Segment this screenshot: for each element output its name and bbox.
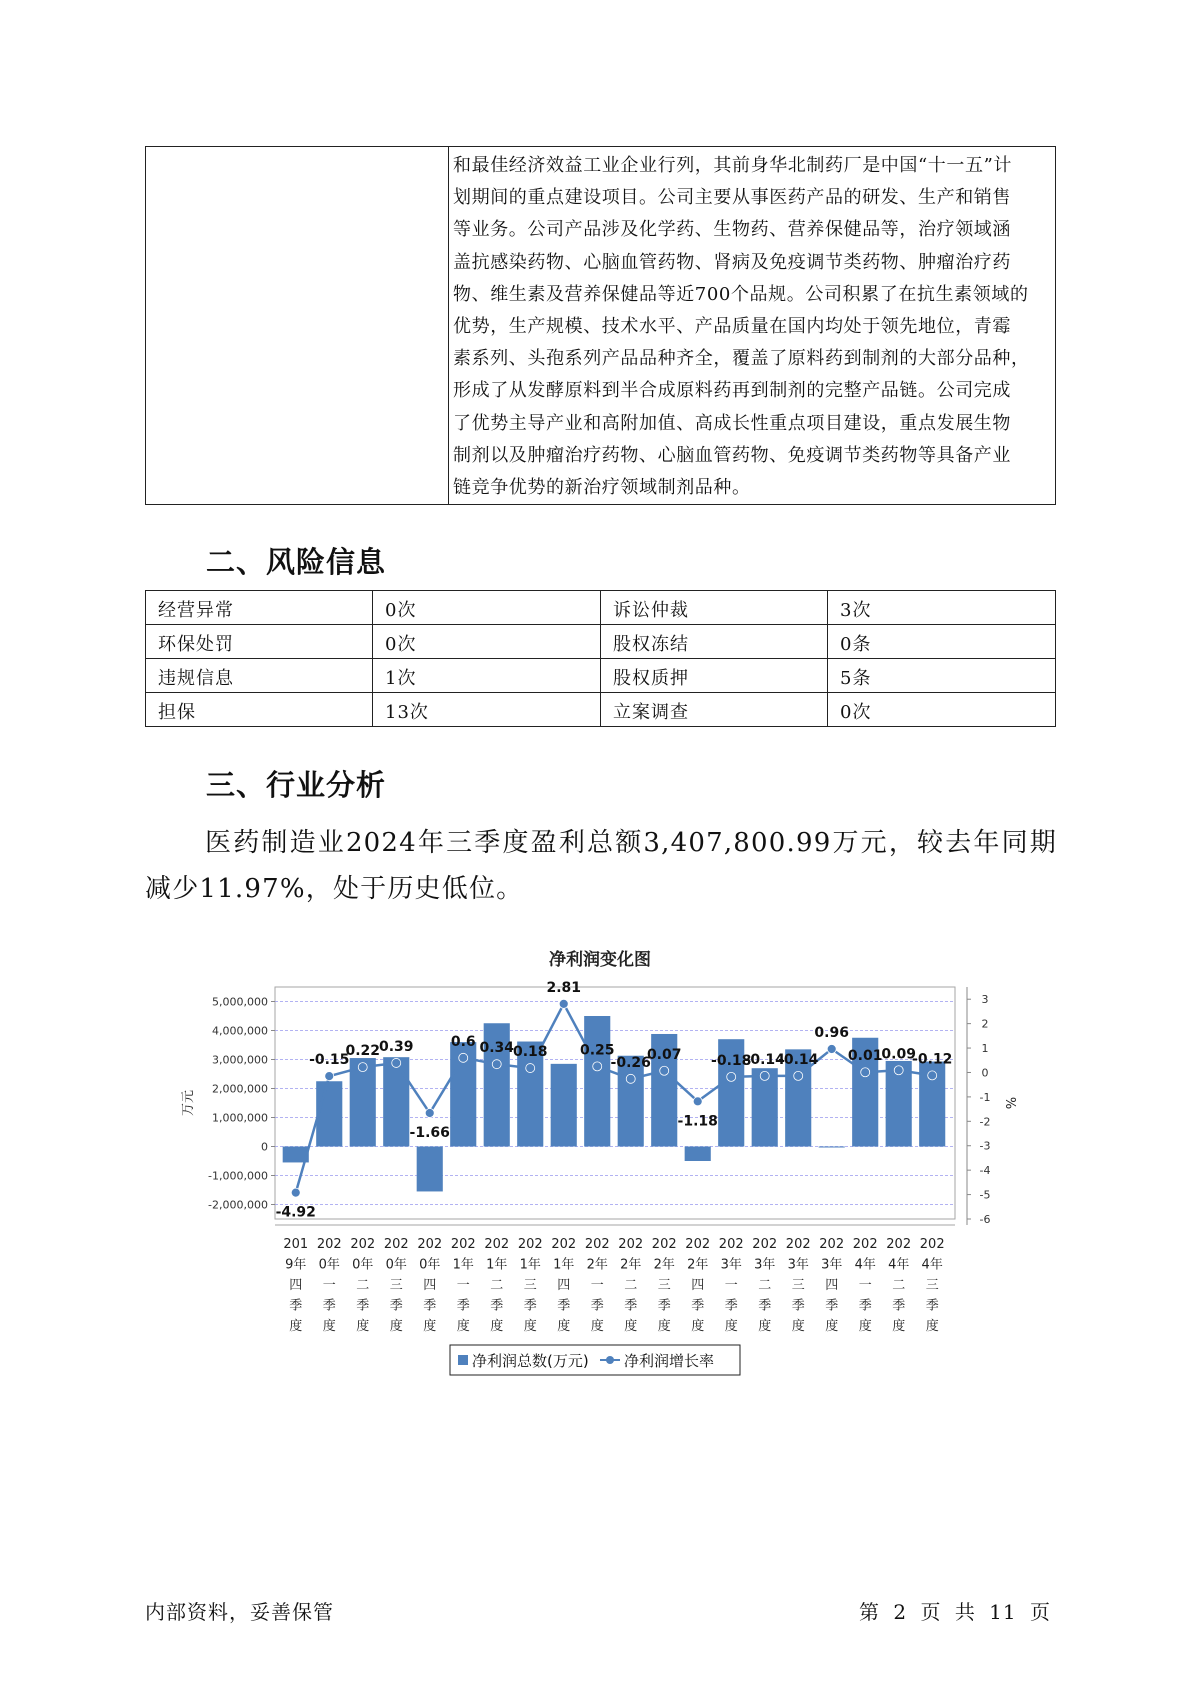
x-tick-label: 1年: [486, 1257, 508, 1273]
risk-row: [146, 625, 1056, 659]
growth-rate-data-label: -0.14: [744, 1051, 785, 1068]
intro-label-cell: [146, 147, 449, 505]
growth-rate-point: [291, 1188, 300, 1197]
y-tick-label: -1,000,000: [208, 1169, 268, 1183]
intro-text: [449, 147, 1055, 504]
y2-tick-label: 3: [981, 993, 989, 1007]
intro-line: 等业务。公司产品涉及化学药、生物药、营养保健品等，治疗领域涵: [453, 219, 1011, 241]
x-tick-label: 度: [557, 1319, 571, 1334]
growth-rate-data-label: 0.6: [450, 1033, 476, 1050]
x-tick-label: 202: [785, 1237, 811, 1252]
risk-label: 股权冻结: [601, 625, 828, 659]
bar: [584, 1016, 610, 1147]
y2-tick-label: -3: [979, 1139, 991, 1153]
x-tick-label: 202: [383, 1237, 409, 1252]
x-tick-label: 度: [724, 1319, 738, 1334]
x-tick-label: 202: [584, 1237, 610, 1252]
industry-paragraph: 医药制造业2024年三季度盈利总额3,407,800.99万元，较去年同期减少11.97%，处于历史低位。: [145, 828, 1057, 904]
y2-tick-label: -2: [979, 1115, 991, 1129]
growth-rate-point: [459, 1053, 468, 1062]
y-tick-label: 4,000,000: [212, 1024, 268, 1038]
x-tick-label: 季: [858, 1298, 872, 1314]
growth-rate-data-label: -4.92: [275, 1204, 316, 1221]
x-tick-label: 1年: [553, 1257, 575, 1273]
industry-section-heading: 三、行业分析: [206, 768, 387, 802]
x-tick-label: 四: [423, 1278, 437, 1293]
growth-rate-point: [492, 1060, 501, 1069]
x-tick-label: 0年: [419, 1257, 441, 1273]
x-tick-label: 季: [925, 1298, 939, 1314]
x-tick-label: 4年: [888, 1257, 910, 1273]
growth-rate-point: [794, 1071, 803, 1080]
x-tick-label: 9年: [285, 1257, 307, 1273]
x-tick-label: 201: [283, 1237, 309, 1252]
x-tick-label: 季: [657, 1298, 671, 1314]
growth-rate-data-label: 0.34: [479, 1040, 515, 1057]
intro-line: 盖抗感染药物、心脑血管药物、肾病及免疫调节类药物、肿瘤治疗药: [453, 251, 1011, 273]
risk-value: 0次: [373, 625, 601, 659]
x-tick-label: 季: [724, 1298, 738, 1314]
x-tick-label: 一: [322, 1278, 336, 1293]
growth-rate-point: [693, 1097, 702, 1106]
intro-line: 划期间的重点建设项目。公司主要从事医药产品的研发、生产和销售: [453, 187, 1011, 209]
growth-rate-data-label: 0.01: [847, 1048, 883, 1065]
x-tick-label: 度: [590, 1319, 604, 1334]
x-tick-label: 度: [892, 1319, 906, 1334]
x-tick-label: 度: [657, 1319, 671, 1334]
legend-bar-swatch: [458, 1355, 468, 1365]
growth-rate-data-label: -0.18: [711, 1052, 752, 1069]
x-tick-label: 三: [925, 1278, 939, 1293]
x-tick-label: 度: [289, 1319, 303, 1334]
growth-rate-data-label: -0.12: [912, 1051, 953, 1068]
x-tick-label: 二: [892, 1278, 906, 1293]
x-tick-label: 二: [624, 1278, 638, 1293]
x-tick-label: 季: [356, 1298, 370, 1314]
x-tick-label: 1年: [452, 1257, 474, 1273]
growth-rate-data-label: 0.96: [814, 1025, 849, 1042]
y-tick-label: 1,000,000: [212, 1111, 268, 1125]
x-tick-label: 3年: [821, 1257, 843, 1273]
bar: [551, 1064, 577, 1147]
risk-info-table: [145, 590, 1056, 727]
bar: [819, 1147, 845, 1148]
x-tick-label: 1年: [519, 1257, 541, 1273]
growth-rate-point: [894, 1066, 903, 1075]
x-tick-label: 202: [852, 1237, 878, 1252]
risk-value: 13次: [373, 693, 601, 727]
x-tick-label: 季: [590, 1298, 604, 1314]
x-tick-label: 四: [557, 1278, 571, 1293]
x-tick-label: 季: [289, 1298, 303, 1314]
x-tick-label: 度: [758, 1319, 772, 1334]
x-tick-label: 4年: [921, 1257, 943, 1273]
growth-rate-data-label: -1.66: [409, 1125, 450, 1142]
x-tick-label: 季: [892, 1298, 906, 1314]
x-tick-label: 3年: [787, 1257, 809, 1273]
x-tick-label: 一: [456, 1278, 470, 1293]
growth-rate-point: [392, 1058, 401, 1067]
y2-tick-label: -6: [979, 1213, 991, 1226]
growth-rate-point: [593, 1062, 602, 1071]
x-tick-label: 2年: [620, 1257, 642, 1273]
bar: [383, 1057, 409, 1146]
x-tick-label: 202: [517, 1237, 543, 1252]
x-axis-labels: [283, 1237, 944, 1334]
intro-line: 了优势主导产业和高附加值、高成长性重点项目建设，重点发展生物: [453, 412, 1011, 434]
y-axis-left: [208, 996, 275, 1212]
growth-rate-data-label: 2.81: [546, 979, 582, 996]
intro-line: 优势，生产规模、技术水平、产品质量在国内均处于领先地位，青霉: [453, 316, 1011, 338]
growth-rate-data-label: -0.26: [610, 1054, 651, 1071]
x-tick-label: 季: [691, 1298, 705, 1314]
x-tick-label: 度: [691, 1319, 705, 1334]
footer-confidential-note: 内部资料，妥善保管: [145, 1600, 334, 1624]
x-tick-label: 202: [316, 1237, 342, 1252]
net-profit-chart: [170, 935, 1040, 1395]
x-tick-label: 度: [523, 1319, 537, 1334]
risk-label: 担保: [146, 693, 373, 727]
risk-label: 违规信息: [146, 659, 373, 693]
bar: [316, 1081, 342, 1146]
x-tick-label: 度: [389, 1319, 403, 1334]
growth-rate-point: [526, 1064, 535, 1073]
company-intro-table: [145, 146, 1056, 505]
growth-rate-data-label: -1.18: [677, 1113, 718, 1130]
intro-line: 物、维生素及营养保健品等近700个品规。公司积累了在抗生素领域的: [453, 283, 1029, 305]
x-tick-label: 季: [322, 1298, 336, 1314]
x-tick-label: 四: [289, 1278, 303, 1293]
growth-rate-data-label: 0.39: [378, 1038, 414, 1055]
x-tick-label: 3年: [720, 1257, 742, 1273]
y-tick-label: 2,000,000: [212, 1082, 268, 1096]
legend-bar-label: 净利润总数(万元): [472, 1352, 589, 1370]
y-tick-label: 5,000,000: [212, 995, 268, 1009]
risk-section-heading: 二、风险信息: [206, 545, 387, 579]
x-tick-label: 度: [858, 1319, 872, 1334]
x-tick-label: 2年: [653, 1257, 675, 1273]
risk-label: 立案调查: [601, 693, 828, 727]
x-tick-label: 202: [886, 1237, 912, 1252]
x-tick-label: 季: [456, 1298, 470, 1314]
footer-page-number: 第 2 页 共 11 页: [859, 1600, 1051, 1624]
growth-rate-point: [358, 1063, 367, 1072]
x-tick-label: 202: [651, 1237, 677, 1252]
intro-line: 链竞争优势的新治疗领域制剂品种。: [453, 477, 751, 499]
y2-axis-label: %: [1002, 1096, 1017, 1110]
y2-tick-label: -1: [979, 1090, 991, 1104]
growth-rate-point: [660, 1066, 669, 1075]
growth-rate-data-label: -0.15: [309, 1052, 350, 1069]
y2-tick-label: -4: [979, 1164, 991, 1178]
growth-rate-point: [928, 1071, 937, 1080]
growth-rate-point: [626, 1074, 635, 1083]
y2-tick-label: 2: [981, 1017, 989, 1031]
x-tick-label: 度: [322, 1319, 336, 1334]
x-tick-label: 0年: [385, 1257, 407, 1273]
intro-line: 和最佳经济效益工业企业行列，其前身华北制药厂是中国“十一五”计: [453, 155, 1013, 176]
x-tick-label: 度: [624, 1319, 638, 1334]
growth-rate-point: [727, 1072, 736, 1081]
x-tick-label: 一: [590, 1278, 604, 1293]
risk-value: 3次: [828, 591, 1056, 625]
x-tick-label: 202: [350, 1237, 376, 1252]
risk-label: 诉讼仲裁: [601, 591, 828, 625]
intro-text-cell: [449, 147, 1056, 505]
risk-value: 0次: [373, 591, 601, 625]
bar: [417, 1147, 443, 1192]
x-tick-label: 四: [691, 1278, 705, 1293]
legend-line-label: 净利润增长率: [624, 1352, 715, 1370]
risk-value: 0次: [828, 693, 1056, 727]
x-tick-label: 季: [423, 1298, 437, 1314]
growth-rate-point: [827, 1045, 836, 1054]
chart-legend: [450, 1345, 740, 1375]
x-tick-label: 二: [758, 1278, 772, 1293]
x-tick-label: 3年: [754, 1257, 776, 1273]
x-tick-label: 二: [490, 1278, 504, 1293]
x-tick-label: 202: [551, 1237, 577, 1252]
risk-label: 股权质押: [601, 659, 828, 693]
growth-rate-data-label: 0.22: [345, 1043, 381, 1060]
x-tick-label: 度: [456, 1319, 470, 1334]
x-tick-label: 三: [389, 1278, 403, 1293]
intro-line: 素系列、头孢系列产品品种齐全，覆盖了原料药到制剂的大部分品种，: [453, 348, 1030, 370]
x-tick-label: 4年: [854, 1257, 876, 1273]
risk-row: [146, 659, 1056, 693]
risk-value: 5条: [828, 659, 1056, 693]
x-tick-label: 季: [791, 1298, 805, 1314]
y2-tick-label: 0: [981, 1066, 989, 1080]
growth-rate-data-label: 0.07: [646, 1046, 682, 1063]
risk-value: 0条: [828, 625, 1056, 659]
x-tick-label: 202: [685, 1237, 711, 1252]
x-tick-label: 202: [718, 1237, 744, 1252]
risk-row: [146, 591, 1056, 625]
x-tick-label: 季: [624, 1298, 638, 1314]
x-tick-label: 202: [417, 1237, 443, 1252]
risk-value: 1次: [373, 659, 601, 693]
x-tick-label: 三: [791, 1278, 805, 1293]
x-tick-label: 四: [825, 1278, 839, 1293]
x-tick-label: 一: [858, 1278, 872, 1293]
chart-title: 净利润变化图: [549, 950, 651, 970]
growth-rate-point: [425, 1109, 434, 1118]
x-tick-label: 季: [758, 1298, 772, 1314]
chart-svg: [170, 935, 1040, 1395]
y2-tick-label: 1: [981, 1042, 989, 1056]
x-tick-label: 度: [423, 1319, 437, 1334]
x-tick-label: 202: [752, 1237, 778, 1252]
legend-line-marker: [606, 1356, 614, 1364]
growth-rate-data-label: -0.14: [778, 1051, 819, 1068]
x-tick-label: 季: [825, 1298, 839, 1314]
x-tick-label: 0年: [318, 1257, 340, 1273]
growth-rate-point: [760, 1071, 769, 1080]
x-tick-label: 202: [618, 1237, 644, 1252]
x-tick-label: 202: [819, 1237, 845, 1252]
x-tick-label: 二: [356, 1278, 370, 1293]
intro-line: 形成了从发酵原料到半合成原料药再到制剂的完整产品链。公司完成: [453, 380, 1011, 402]
x-tick-label: 季: [557, 1298, 571, 1314]
x-tick-label: 202: [484, 1237, 510, 1252]
y-axis-right: [967, 987, 990, 1226]
x-tick-label: 三: [523, 1278, 537, 1293]
x-tick-label: 一: [724, 1278, 738, 1293]
growth-rate-data-label: 0.25: [579, 1042, 615, 1059]
x-tick-label: 度: [490, 1319, 504, 1334]
x-tick-label: 度: [791, 1319, 805, 1334]
intro-line: 制剂以及肿瘤治疗药物、心脑血管药物、免疫调节类药物等具备产业: [453, 444, 1011, 466]
y-tick-label: 0: [261, 1140, 268, 1154]
risk-row: [146, 693, 1056, 727]
risk-label: 经营异常: [146, 591, 373, 625]
x-tick-label: 季: [490, 1298, 504, 1314]
x-tick-label: 2年: [586, 1257, 608, 1273]
growth-rate-point: [325, 1072, 334, 1081]
x-tick-label: 季: [389, 1298, 403, 1314]
x-tick-label: 202: [450, 1237, 476, 1252]
x-tick-label: 季: [523, 1298, 537, 1314]
y-tick-label: -2,000,000: [208, 1198, 268, 1212]
x-tick-label: 三: [657, 1278, 671, 1293]
y2-tick-label: -5: [979, 1188, 991, 1202]
x-tick-label: 度: [825, 1319, 839, 1334]
x-tick-label: 0年: [352, 1257, 374, 1273]
risk-label: 环保处罚: [146, 625, 373, 659]
growth-rate-data-label: 0.18: [512, 1044, 548, 1061]
growth-rate-point: [559, 999, 568, 1008]
y-axis-label: 万元: [181, 1089, 196, 1117]
x-tick-label: 度: [356, 1319, 370, 1334]
x-tick-label: 度: [925, 1319, 939, 1334]
x-tick-label: 2年: [687, 1257, 709, 1273]
x-tick-label: 202: [919, 1237, 945, 1252]
growth-rate-point: [861, 1068, 870, 1077]
bar: [685, 1147, 711, 1162]
y-tick-label: 3,000,000: [212, 1053, 268, 1067]
growth-rate-data-label: 0.09: [881, 1046, 916, 1063]
